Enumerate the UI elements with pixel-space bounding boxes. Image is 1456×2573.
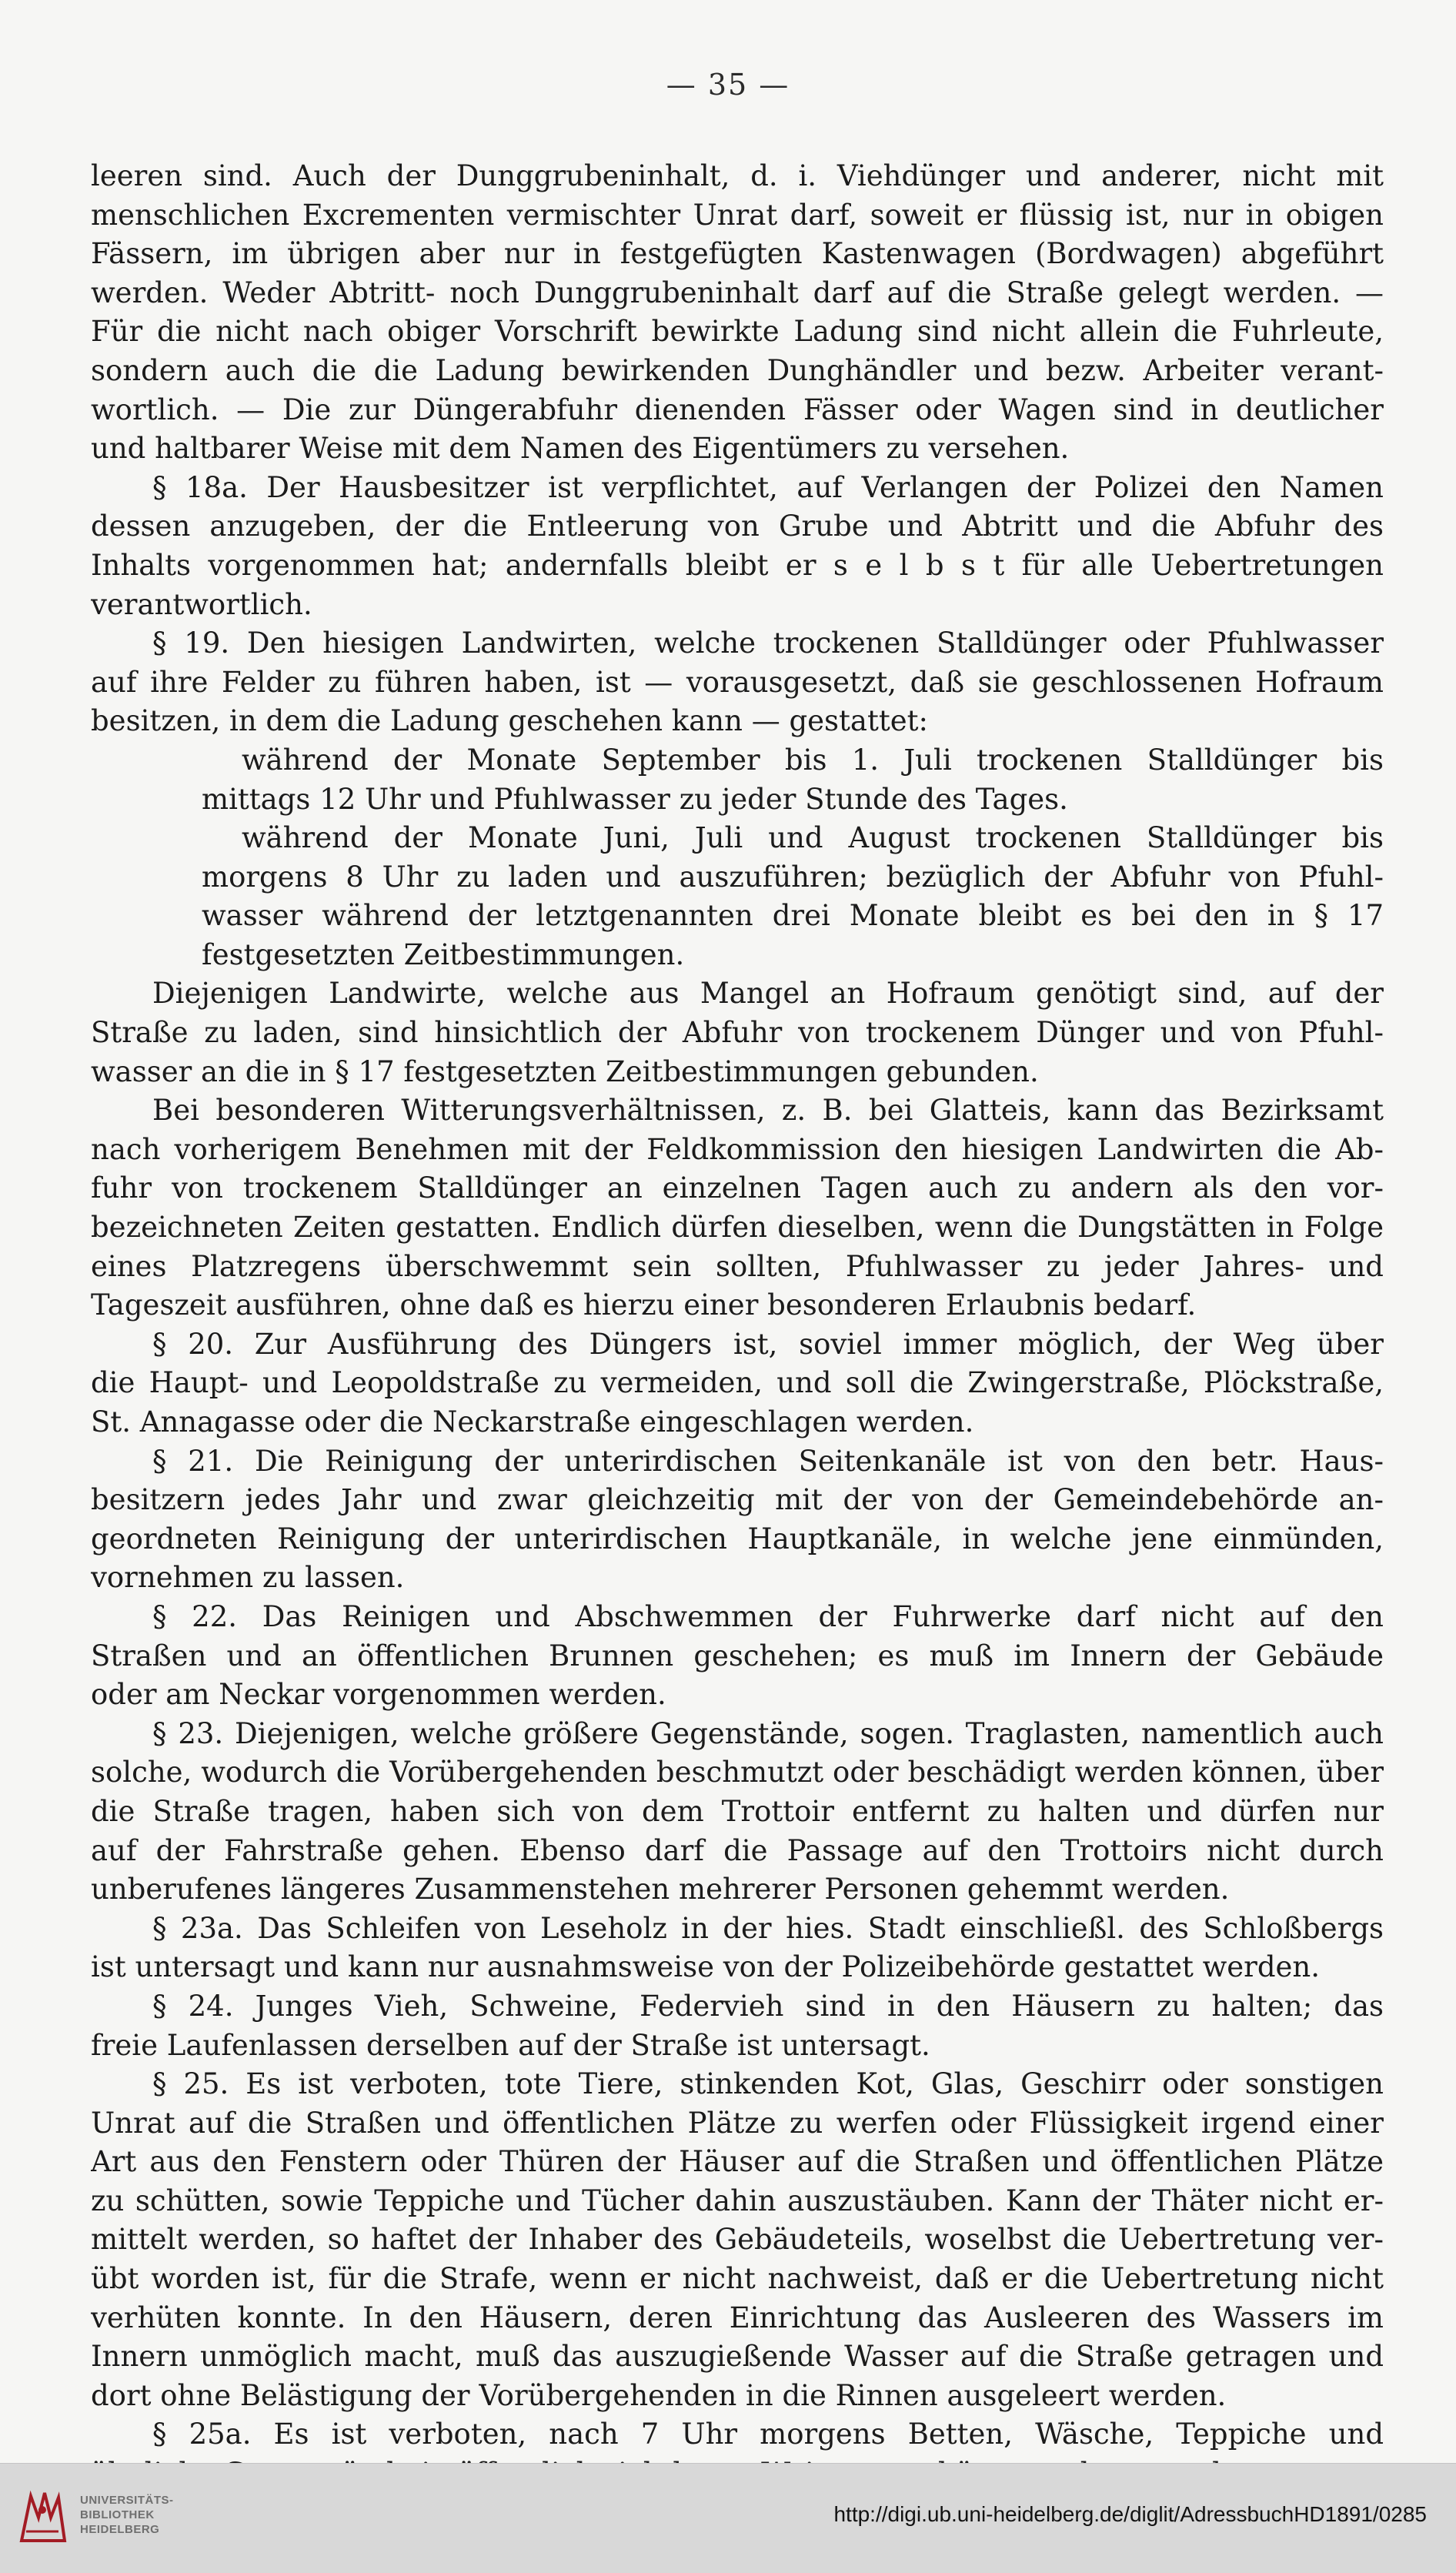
text-line: eines Platzregens überschwemmt sein sollten, Pfuhlwasser zu jeder Jahres- und bbox=[91, 1249, 1384, 1283]
text-line: und haltbarer Weise mit dem Namen des Eigentümers zu versehen. bbox=[91, 432, 1070, 466]
text-line: Diejenigen Landwirte, welche aus Mangel an Hofraum genötigt sind, auf der bbox=[152, 977, 1384, 1011]
text-line: Innern unmöglich macht, muß das auszugießende Wasser auf die Straße getragen und bbox=[91, 2340, 1384, 2374]
university-seal-icon[interactable] bbox=[15, 2487, 69, 2545]
text-line: menschlichen Excrementen vermischter Unrat darf, soweit er flüssig ist, nur in obigen bbox=[91, 198, 1384, 232]
text-line: § 23. Diejenigen, welche größere Gegenstände, sogen. Traglasten, namentlich auch bbox=[152, 1716, 1384, 1750]
text-line: § 23a. Das Schleifen von Leseholz in der hies. Stadt einschließl. des Schloßbergs bbox=[152, 1911, 1384, 1945]
text-line: wasser an die in § 17 festgesetzten Zeitbestimmungen gebunden. bbox=[91, 1054, 1039, 1088]
text-line: unberufenes längeres Zusammenstehen mehrerer Personen gehemmt werden. bbox=[91, 1873, 1230, 1906]
text-line: dessen anzugeben, der die Entleerung von Grube und Abtritt und die Abfuhr des bbox=[91, 510, 1384, 543]
text-line: die Haupt- und Leopoldstraße zu vermeiden, und soll die Zwingerstraße, Plöckstraße, bbox=[91, 1366, 1384, 1400]
library-name[interactable] bbox=[80, 2493, 174, 2537]
library-line-1: UNIVERSITÄTS- bbox=[80, 2494, 174, 2507]
text-line: oder am Neckar vorgenommen werden. bbox=[91, 1678, 666, 1712]
text-line: § 24. Junges Vieh, Schweine, Federvieh sind in den Häusern zu halten; das bbox=[152, 1989, 1384, 2023]
body-text bbox=[91, 157, 1384, 2494]
text-line: auf ihre Felder zu führen haben, ist — vorausgesetzt, daß sie geschlossenen Hofraum bbox=[91, 665, 1384, 699]
text-line: § 18a. Der Hausbesitzer ist verpflichtet, auf Verlangen der Polizei den Namen bbox=[152, 470, 1384, 504]
text-line: besitzern jedes Jahr und zwar gleichzeitig mit der von der Gemeindebehörde an- bbox=[91, 1483, 1384, 1517]
text-line: wasser während der letztgenannten drei Monate bleibt es bei den in § 17 bbox=[202, 899, 1384, 933]
text-line: Bei besonderen Witterungsverhältnissen, z. B. bei Glatteis, kann das Bezirksamt bbox=[152, 1094, 1384, 1128]
text-line: Unrat auf die Straßen und öffentlichen Plätze zu werfen oder Flüssigkeit irgend einer bbox=[91, 2106, 1384, 2140]
text-line: § 20. Zur Ausführung des Düngers ist, soviel immer möglich, der Weg über bbox=[152, 1327, 1384, 1361]
text-line: § 19. Den hiesigen Landwirten, welche trockenen Stalldünger oder Pfuhlwasser bbox=[152, 627, 1384, 660]
text-line: geordneten Reinigung der unterirdischen Hauptkanäle, in welche jene einmünden, bbox=[91, 1522, 1384, 1555]
text-line: Straße zu laden, sind hinsichtlich der Abfuhr von trockenem Dünger und von Pfuhl- bbox=[91, 1016, 1384, 1050]
text-line: solche, wodurch die Vorübergehenden beschmutzt oder beschädigt werden können, über bbox=[91, 1756, 1384, 1789]
text-line: während der Monate Juni, Juli und August trockenen Stalldünger bis bbox=[242, 821, 1384, 855]
text-line: fuhr von trockenem Stalldünger an einzelnen Tagen auch zu andern als den vor- bbox=[91, 1171, 1384, 1205]
text-line: bezeichneten Zeiten gestatten. Endlich dürfen dieselben, wenn die Dungstätten in Folge bbox=[91, 1211, 1384, 1245]
text-line: sondern auch die die Ladung bewirkenden Dunghändler und bezw. Arbeiter verant- bbox=[91, 353, 1384, 387]
text-line: vornehmen zu lassen. bbox=[91, 1561, 405, 1595]
text-line: ist untersagt und kann nur ausnahmsweise von der Polizeibehörde gestattet werden. bbox=[91, 1950, 1321, 1984]
text-line: festgesetzten Zeitbestimmungen. bbox=[202, 937, 685, 971]
text-line: freie Laufenlassen derselben auf der Straße ist untersagt. bbox=[91, 2028, 930, 2062]
text-line: wortlich. — Die zur Düngerabfuhr dienenden Fässer oder Wagen sind in deutlicher bbox=[91, 393, 1384, 426]
text-line: § 22. Das Reinigen und Abschwemmen der Fuhrwerke darf nicht auf den bbox=[152, 1599, 1384, 1633]
text-line: werden. Weder Abtritt- noch Dunggrubeninhalt darf auf die Straße gelegt werden. — bbox=[91, 276, 1384, 309]
text-line: leeren sind. Auch der Dunggrubeninhalt, d. i. Viehdünger und anderer, nicht mit bbox=[91, 159, 1384, 192]
text-line: Art aus den Fenstern oder Thüren der Häuser auf die Straßen und öffentlichen Plätze bbox=[91, 2145, 1384, 2179]
text-line: Straßen und an öffentlichen Brunnen geschehen; es muß im Innern der Gebäude bbox=[91, 1639, 1384, 1672]
text-line: § 21. Die Reinigung der unterirdischen Seitenkanäle ist von den betr. Haus- bbox=[152, 1444, 1384, 1478]
text-line: auf der Fahrstraße gehen. Ebenso darf die Passage auf den Trottoirs nicht durch bbox=[91, 1833, 1384, 1867]
text-line: nach vorherigem Benehmen mit der Feldkommission den hiesigen Landwirten die Ab- bbox=[91, 1132, 1384, 1166]
text-line: die Straße tragen, haben sich von dem Trottoir entfernt zu halten und dürfen nur bbox=[91, 1794, 1384, 1828]
text-line: § 25. Es ist verboten, tote Tiere, stinkenden Kot, Glas, Geschirr oder sonstigen bbox=[152, 2067, 1384, 2101]
text-line: morgens 8 Uhr zu laden und auszuführen; bezüglich der Abfuhr von Pfuhl- bbox=[202, 860, 1384, 894]
text-line: Tageszeit ausführen, ohne daß es hierzu einer besonderen Erlaubnis bedarf. bbox=[91, 1288, 1197, 1322]
library-line-3: HEIDELBERG bbox=[80, 2523, 160, 2536]
page-number: — 35 — bbox=[666, 68, 790, 102]
text-line: St. Annagasse oder die Neckarstraße eingeschlagen werden. bbox=[91, 1405, 974, 1439]
text-line: § 25a. Es ist verboten, nach 7 Uhr morgens Betten, Wäsche, Teppiche und bbox=[152, 2418, 1384, 2451]
text-line: zu schütten, sowie Teppiche und Tücher dahin auszustäuben. Kann der Thäter nicht er- bbox=[91, 2184, 1384, 2217]
text-line: verantwortlich. bbox=[91, 587, 312, 621]
library-line-2: BIBLIOTHEK bbox=[80, 2508, 155, 2521]
text-line: dort ohne Belästigung der Vorübergehenden in die Rinnen ausgeleert werden. bbox=[91, 2378, 1227, 2412]
text-line: mittelt werden, so haftet der Inhaber des Gebäudeteils, woselbst die Uebertretung ver- bbox=[91, 2223, 1384, 2257]
source-url-link[interactable]: http://digi.ub.uni-heidelberg.de/diglit/AdressbuchHD1891/0285 bbox=[833, 2502, 1427, 2526]
text-line: übt worden ist, für die Strafe, wenn er nicht nachweist, daß er die Uebertretung nicht bbox=[91, 2262, 1384, 2296]
footer-bar bbox=[0, 2463, 1456, 2573]
text-line: besitzen, in dem die Ladung geschehen kann — gestattet: bbox=[91, 704, 928, 738]
text-line: verhüten konnte. In den Häusern, deren Einrichtung das Ausleeren des Wassers im bbox=[91, 2301, 1384, 2334]
text-line: Für die nicht nach obiger Vorschrift bewirkte Ladung sind nicht allein die Fuhrleute, bbox=[91, 315, 1384, 349]
text-line: während der Monate September bis 1. Juli trockenen Stalldünger bis bbox=[242, 743, 1384, 777]
text-line: Inhalts vorgenommen hat; andernfalls bleibt er s e l b s t für alle Uebertretungen bbox=[91, 548, 1384, 582]
text-line: Fässern, im übrigen aber nur in festgefügten Kastenwagen (Bordwagen) abgeführt bbox=[91, 237, 1384, 271]
text-line: mittags 12 Uhr und Pfuhlwasser zu jeder Stunde des Tages. bbox=[202, 782, 1068, 816]
